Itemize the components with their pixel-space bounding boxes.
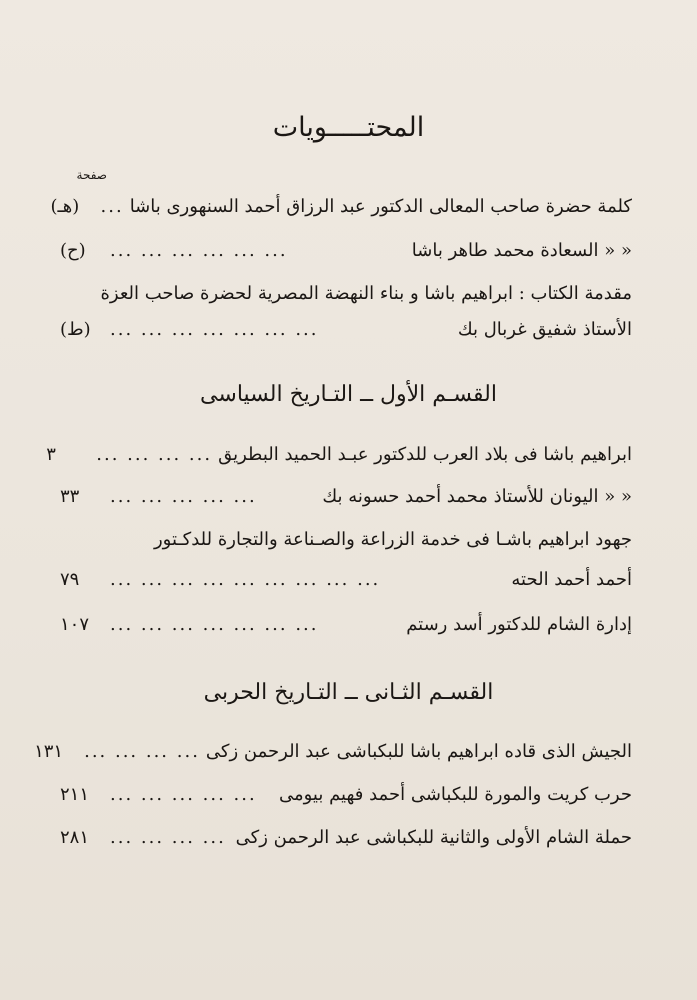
entry-title: إدارة الشام للدكتور أسد رستم [406,613,632,635]
toc-entry [60,777,632,811]
page-number: (ط) [60,318,91,340]
entry-title: حملة الشام الأولى والثانية للبكباشى عبد الرحمن زكى [235,826,632,848]
toc-entry [46,437,632,471]
toc-entry [60,233,632,267]
section-heading: القسـم الأول ــ التـاريخ السياسى [200,382,497,407]
dot-leader: ... ... ... ... ... [110,783,257,805]
dot-leader: ... ... ... ... [96,443,213,465]
entry-title: الأستاذ شفيق غربال بك [457,318,632,340]
toc-entry [60,522,632,556]
entry-title: « « السعادة محمد طاهر باشا [411,239,632,261]
page-number: (هـ) [50,195,80,217]
toc-entry [60,607,632,641]
entry-title: « « اليونان للأستاذ محمد أحمد حسونه بك [322,485,632,507]
entry-title: الجيش الذى قاده ابراهيم باشا للبكباشى عبد الرحمن زكى [205,740,632,762]
dot-leader: ... ... ... ... ... ... [110,239,288,261]
toc-entry [34,734,632,768]
page-number: ١٠٧ [60,613,90,635]
page-title: المحتـــــويات [272,112,425,143]
toc-entry [60,562,632,596]
toc-entry [60,276,632,310]
entry-title: كلمة حضرة صاحب المعالى الدكتور عبد الرزاق أحمد السنهورى باشا [129,195,632,217]
dot-leader: ... ... ... ... [110,826,226,848]
dot-leader: ... ... ... ... [84,740,200,762]
toc-entry [60,479,632,513]
page-number: ٣٣ [60,485,80,507]
entry-title: أحمد أحمد الحته [511,568,632,590]
toc-entry [50,189,632,223]
dot-leader: ... [100,195,124,217]
page-number: ٧٩ [60,568,80,590]
page-number: (ح) [60,239,86,261]
dot-leader: ... ... ... ... ... ... ... ... ... [110,568,381,590]
page-number: ٣ [46,443,56,465]
toc-entry [60,820,632,854]
entry-title: ابراهيم باشا فى بلاد العرب للدكتور عبـد الحميد البطريق [218,443,632,465]
entry-title: جهود ابراهيم باشـا فى خدمة الزراعة والصـناعة والتجارة للدكـتور [153,528,632,550]
page-column-label: صفحة [76,168,107,182]
page-number: ٢١١ [60,783,90,805]
dot-leader: ... ... ... ... ... ... ... [110,613,319,635]
toc-entry [60,312,632,346]
dot-leader: ... ... ... ... ... [110,485,257,507]
dot-leader: ... ... ... ... ... ... ... [110,318,319,340]
entry-title: مقدمة الكتاب : ابراهيم باشا و بناء النهضة المصرية لحضرة صاحب العزة [100,282,632,304]
page-number: ٢٨١ [60,826,90,848]
section-heading: القسـم الثـانى ــ التـاريخ الحربى [203,680,494,705]
entry-title: حرب كريت والمورة للبكباشى أحمد فهيم بيومى [278,783,632,805]
page-number: ١٣١ [34,740,64,762]
